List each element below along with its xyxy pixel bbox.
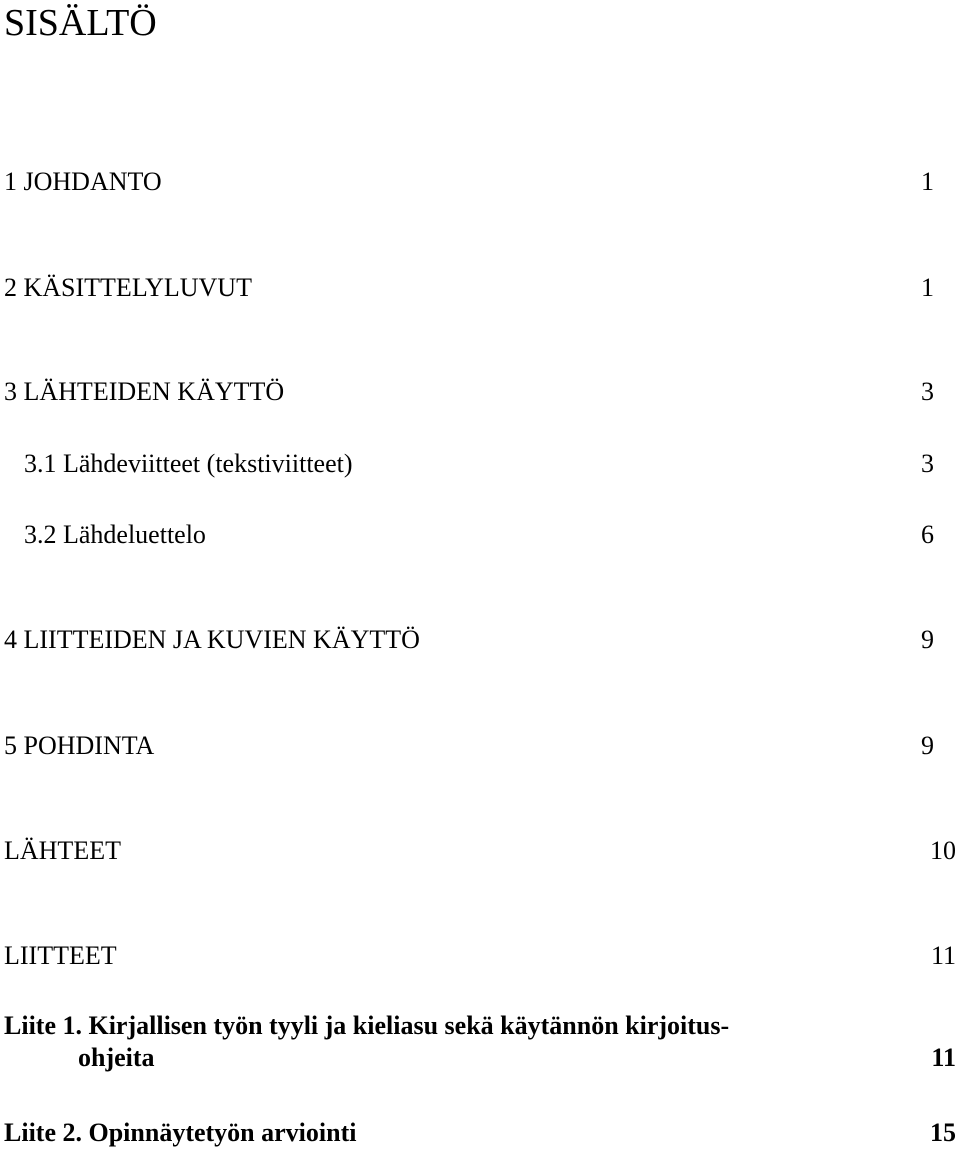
toc-entry-page: 10 — [930, 836, 956, 865]
toc-entry-page: 3 — [921, 377, 934, 406]
toc-entry-page: 11 — [931, 1043, 956, 1072]
toc-entry-label-continuation: ohjeita — [78, 1043, 155, 1072]
page-title: SISÄLTÖ — [4, 2, 157, 44]
toc-entry-label: Liite 1. Kirjallisen työn tyyli ja kieliasu sekä käytännön kirjoitus- — [4, 1011, 730, 1040]
toc-entry-label: 3 LÄHTEIDEN KÄYTTÖ — [4, 377, 285, 406]
toc-entry-label: Liite 2. Opinnäytetyön arviointi — [4, 1118, 357, 1147]
toc-entry-page: 15 — [930, 1118, 956, 1147]
toc-entry-page: 6 — [921, 520, 934, 549]
toc-entry-label: 4 LIITTEIDEN JA KUVIEN KÄYTTÖ — [4, 625, 420, 654]
toc-entry-label: 1 JOHDANTO — [4, 167, 162, 196]
toc-entry-page: 9 — [921, 625, 934, 654]
toc-entry-label: LIITTEET — [4, 941, 117, 970]
toc-entry-label: 3.1 Lähdeviitteet (tekstiviitteet) — [24, 449, 353, 478]
toc-entry-page: 9 — [921, 731, 934, 760]
toc-entry-label: 2 KÄSITTELYLUVUT — [4, 273, 252, 302]
toc-entry-page: 3 — [921, 449, 934, 478]
toc-appendix-entry — [4, 1010, 956, 1074]
toc-entry-page: 1 — [921, 273, 934, 302]
toc-entry-label: LÄHTEET — [4, 836, 121, 865]
toc-entry-page: 11 — [930, 941, 956, 970]
toc-entry-label: 3.2 Lähdeluettelo — [24, 520, 206, 549]
toc-entry-label: 5 POHDINTA — [4, 731, 155, 760]
toc-entry-page: 1 — [921, 167, 934, 196]
